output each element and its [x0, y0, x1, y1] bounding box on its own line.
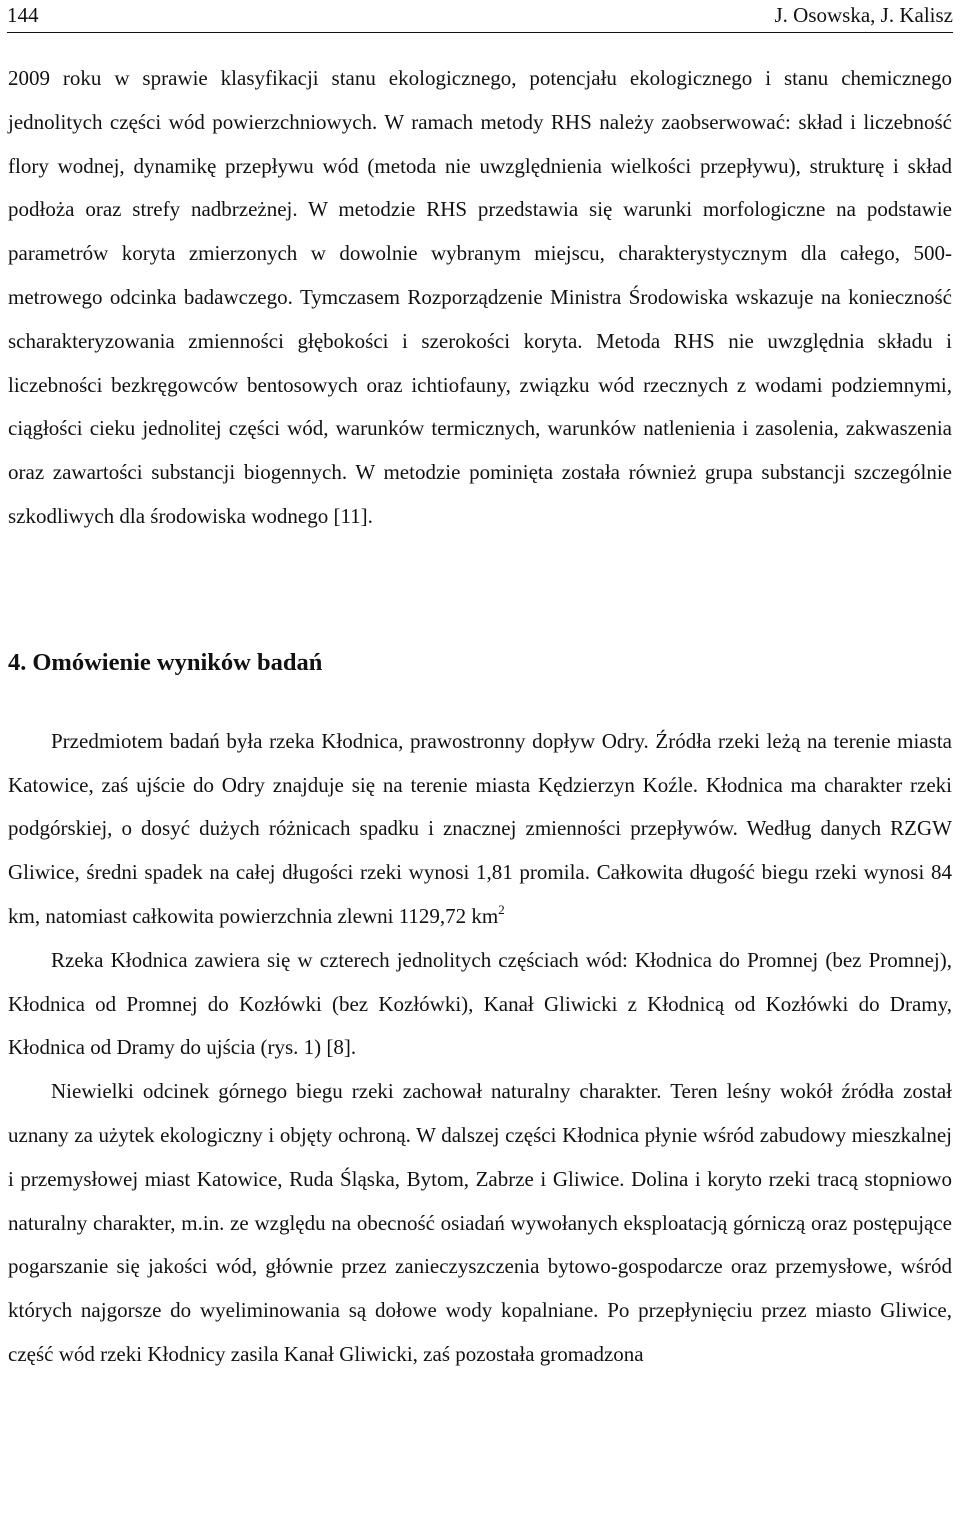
paragraph-rhs-method: 2009 roku w sprawie klasyfikacji stanu ekologicznego, potencjału ekologicznego i stanu chemicznego jednolitych części wód powierzchniowych. W ramach metody RHS należy zaobserwować: skład i liczebność flory wodnej, dynamikę przepływu wód (metoda nie uwzględnienia wielkości przepływu), strukturę i skład podłoża oraz strefy nadbrzeżnej. W metodzie RHS przedstawia się warunki morfologiczne na podstawie parametrów koryta zmierzonych w dowolnie wybranym miejscu, charakterystycznym dla całego, 500-metrowego odcinka badawczego. Tymczasem Rozporządzenie Ministra Środowiska wskazuje na konieczność scharakteryzowania zmienności głębokości i szerokości koryta. Metoda RHS nie uwzględnia składu i liczebności bezkręgowców bentosowych oraz ichtiofauny, związku wód rzecznych z wodami podziemnymi, ciągłości cieku jednolitej części wód, warunków termicznych, warunków natlenienia i zasolenia, zakwaszenia oraz zawartości substancji biogennych. W metodzie pominięta została również grupa substancji szczególnie szkodliwych dla środowiska wodnego [11].	[8, 66, 952, 528]
paragraph-river-description	[8, 720, 952, 939]
page-number: 144	[7, 3, 39, 27]
running-header	[7, 0, 953, 33]
section-heading	[8, 539, 952, 720]
body-text-continued	[8, 57, 952, 539]
section-body	[8, 720, 952, 1377]
section-number: 4.	[8, 648, 27, 676]
running-authors: J. Osowska, J. Kalisz	[774, 3, 953, 27]
section-title: Omówienie wyników badań	[32, 648, 323, 676]
paragraph-river-description-text: Przedmiotem badań była rzeka Kłodnica, prawostronny dopływ Odry. Źródła rzeki leżą na terenie miasta Katowice, zaś ujście do Odry znajduje się na terenie miasta Kędzierzyn Koźle. Kłodnica ma charakter rzeki podgórskiej, o dosyć dużych różnicach spadku i znacznej zmienności przepływów. Według danych RZGW Gliwice, średni spadek na całej długości rzeki wynosi 1,81 promila. Całkowita długość biegu rzeki wynosi 84 km, natomiast całkowita powierzchnia zlewni 1129,72 km	[8, 728, 952, 928]
paragraph-water-bodies: Rzeka Kłodnica zawiera się w czterech jednolitych częściach wód: Kłodnica do Promnej (bez Promnej), Kłodnica od Promnej do Kozłówki (bez Kozłówki), Kanał Gliwicki z Kłodnicą od Kozłówki do Dramy, Kłodnica od Dramy do ujścia (rys. 1) [8].	[8, 947, 952, 1060]
paragraph-upper-course: Niewielki odcinek górnego biegu rzeki zachował naturalny charakter. Teren leśny wokół źródła został uznany za użytek ekologiczny i objęty ochroną. W dalszej części Kłodnica płynie wśród zabudowy mieszkalnej i przemysłowej miast Katowice, Ruda Śląska, Bytom, Zabrze i Gliwice. Dolina i koryto rzeki tracą stopniowo naturalny charakter, m.in. ze względu na obecność osiadań wywołanych eksploatacją górniczą oraz postępujące pogarszanie się jakości wód, głównie przez zanieczyszczenia bytowo-gospodarcze oraz przemysłowe, wśród których najgorsze do wyeliminowania są dołowe wody kopalniane. Po przepłynięciu przez miasto Gliwice, część wód rzeki Kłodnicy zasila Kanał Gliwicki, zaś pozostała gromadzona	[8, 1079, 952, 1366]
superscript-unit: 2	[498, 901, 505, 917]
